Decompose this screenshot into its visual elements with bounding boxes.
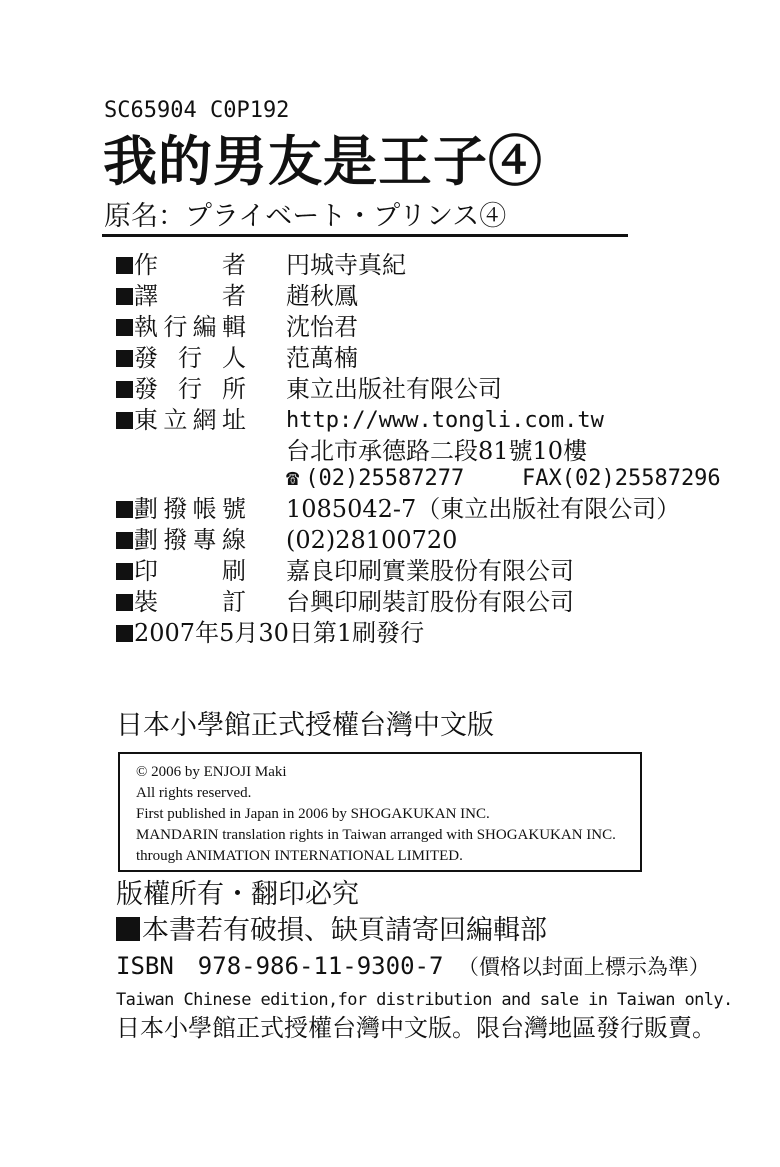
black-square-icon bbox=[116, 501, 133, 518]
address-value: 台北市承德路二段81號10樓 bbox=[286, 437, 588, 465]
black-square-icon bbox=[116, 917, 140, 941]
telephone-icon: ☎ bbox=[286, 466, 300, 491]
copyright-line: First published in Japan in 2006 by SHOGAKUKAN INC. bbox=[136, 806, 490, 822]
editor-value: 沈怡君 bbox=[286, 313, 358, 341]
transfer-line-value: (02)28100720 bbox=[286, 526, 458, 554]
black-square-icon bbox=[116, 288, 133, 305]
black-square-icon bbox=[116, 625, 133, 642]
binder-value: 台興印刷裝訂股份有限公司 bbox=[286, 588, 574, 616]
black-square-icon bbox=[116, 532, 133, 549]
damage-notice-row bbox=[116, 914, 547, 948]
isbn-row bbox=[116, 950, 710, 983]
website-link[interactable]: http://www.tongli.com.tw bbox=[286, 408, 604, 433]
phone-value: (02)25587277 bbox=[305, 466, 465, 491]
rights-reserved: 版權所有・翻印必究 bbox=[116, 879, 359, 910]
translator-value: 趙秋鳳 bbox=[286, 282, 358, 310]
title-divider bbox=[102, 234, 628, 237]
transfer-line-label: 劃撥專線 bbox=[134, 526, 246, 554]
transfer-account-value: 1085042-7（東立出版社有限公司） bbox=[286, 495, 681, 523]
catalog-code: SC65904 C0P192 bbox=[104, 98, 290, 123]
copyright-line: through ANIMATION INTERNATIONAL LIMITED. bbox=[136, 848, 463, 864]
binder-label: 裝 訂 bbox=[134, 588, 246, 616]
black-square-icon bbox=[116, 594, 133, 611]
publisher-value: 東立出版社有限公司 bbox=[286, 375, 502, 403]
english-edition-note: Taiwan Chinese edition,for distribution and sale in Taiwan only. bbox=[116, 990, 733, 1010]
black-square-icon bbox=[116, 257, 133, 274]
original-title: 原名：プライベート・プリンス④ bbox=[104, 201, 507, 232]
website-label: 東立網址 bbox=[134, 406, 246, 434]
copyright-line: All rights reserved. bbox=[136, 785, 252, 801]
printer-value: 嘉良印刷實業股份有限公司 bbox=[286, 557, 574, 585]
isbn-value: ISBN 978-986-11-9300-7 bbox=[116, 952, 444, 980]
price-note: （價格以封面上標示為準） bbox=[457, 955, 710, 979]
copyright-line: © 2006 by ENJOJI Maki bbox=[136, 764, 287, 780]
black-square-icon bbox=[116, 563, 133, 580]
publisher-person-label: 發行人 bbox=[134, 344, 246, 372]
black-square-icon bbox=[116, 412, 133, 429]
black-square-icon bbox=[116, 319, 133, 336]
author-label: 作 者 bbox=[134, 251, 246, 279]
distribution-note: 日本小學館正式授權台灣中文版。限台灣地區發行販賣。 bbox=[116, 1014, 716, 1042]
license-heading: 日本小學館正式授權台灣中文版 bbox=[116, 710, 494, 741]
printer-label: 印 刷 bbox=[134, 557, 246, 585]
damage-notice: 本書若有破損、缺頁請寄回編輯部 bbox=[142, 915, 547, 946]
editor-label: 執行編輯 bbox=[134, 313, 246, 341]
phone-group bbox=[286, 463, 721, 494]
print-date: 2007年5月30日第1刷發行 bbox=[134, 619, 425, 647]
fax-value: FAX(02)25587296 bbox=[522, 466, 721, 491]
transfer-account-label: 劃撥帳號 bbox=[134, 495, 246, 523]
book-title: 我的男友是王子④ bbox=[103, 129, 543, 193]
black-square-icon bbox=[116, 350, 133, 367]
author-value: 円城寺真紀 bbox=[286, 251, 406, 279]
copyright-box bbox=[118, 752, 642, 872]
copyright-line: MANDARIN translation rights in Taiwan arranged with SHOGAKUKAN INC. bbox=[136, 827, 616, 843]
publisher-label: 發行所 bbox=[134, 375, 246, 403]
translator-label: 譯 者 bbox=[134, 282, 246, 310]
publisher-person-value: 范萬楠 bbox=[286, 344, 358, 372]
black-square-icon bbox=[116, 381, 133, 398]
